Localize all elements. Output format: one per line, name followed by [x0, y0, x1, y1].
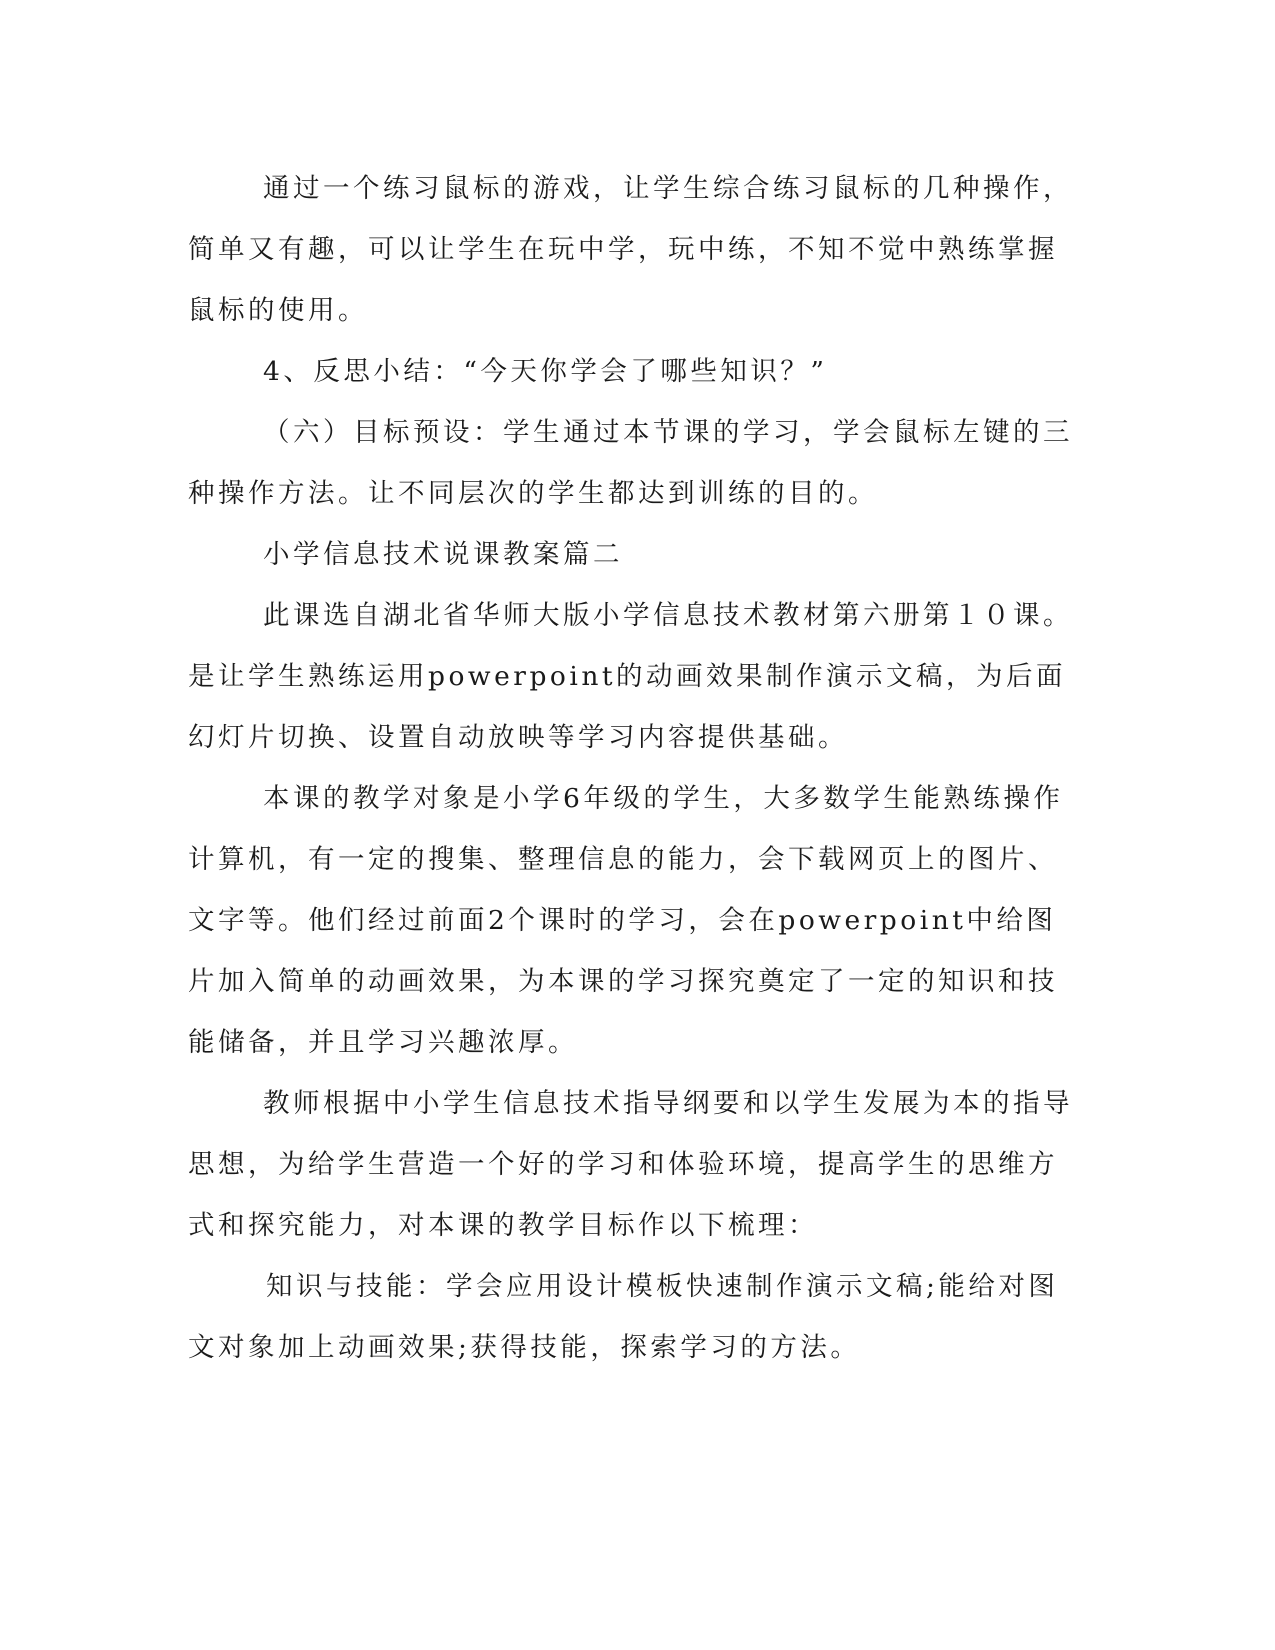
- paragraph-teaching-goals: 教师根据中小学生信息技术指导纲要和以学生发展为本的指导思想，为给学生营造一个好的学习和体验环境，提高学生的思维方式和探究能力，对本课的教学目标作以下梳理：: [188, 1088, 1073, 1241]
- document-body: [188, 158, 1078, 1378]
- paragraph-teaching-target: 本课的教学对象是小学6年级的学生，大多数学生能熟练操作计算机，有一定的搜集、整理信息的能力，会下载网页上的图片、文字等。他们经过前面2个课时的学习，会在powerpoint中给图片加入简单的动画效果，为本课的学习探究奠定了一定的知识和技能储备，并且学习兴趣浓厚。: [188, 783, 1064, 1058]
- paragraph-goal-preset: （六）目标预设：学生通过本节课的学习，学会鼠标左键的三种操作方法。让不同层次的学生都达到训练的目的。: [188, 417, 1073, 509]
- paragraph-reflection-summary: 4、反思小结：“今天你学会了哪些知识？”: [263, 356, 828, 387]
- paragraph-mouse-game: 通过一个练习鼠标的游戏，让学生综合练习鼠标的几种操作，简单又有趣，可以让学生在玩中学，玩中练，不知不觉中熟练掌握鼠标的使用。: [188, 173, 1073, 326]
- paragraph-knowledge-skills: 知识与技能：学会应用设计模板快速制作演示文稿;能给对图文对象加上动画效果;获得技能，探索学习的方法。: [188, 1271, 1059, 1363]
- paragraph-lesson-source: 此课选自湖北省华师大版小学信息技术教材第六册第１０课。是让学生熟练运用powerpoint的动画效果制作演示文稿，为后面幻灯片切换、设置自动放映等学习内容提供基础。: [188, 600, 1073, 753]
- section-heading-lesson-two: 小学信息技术说课教案篇二: [263, 539, 623, 570]
